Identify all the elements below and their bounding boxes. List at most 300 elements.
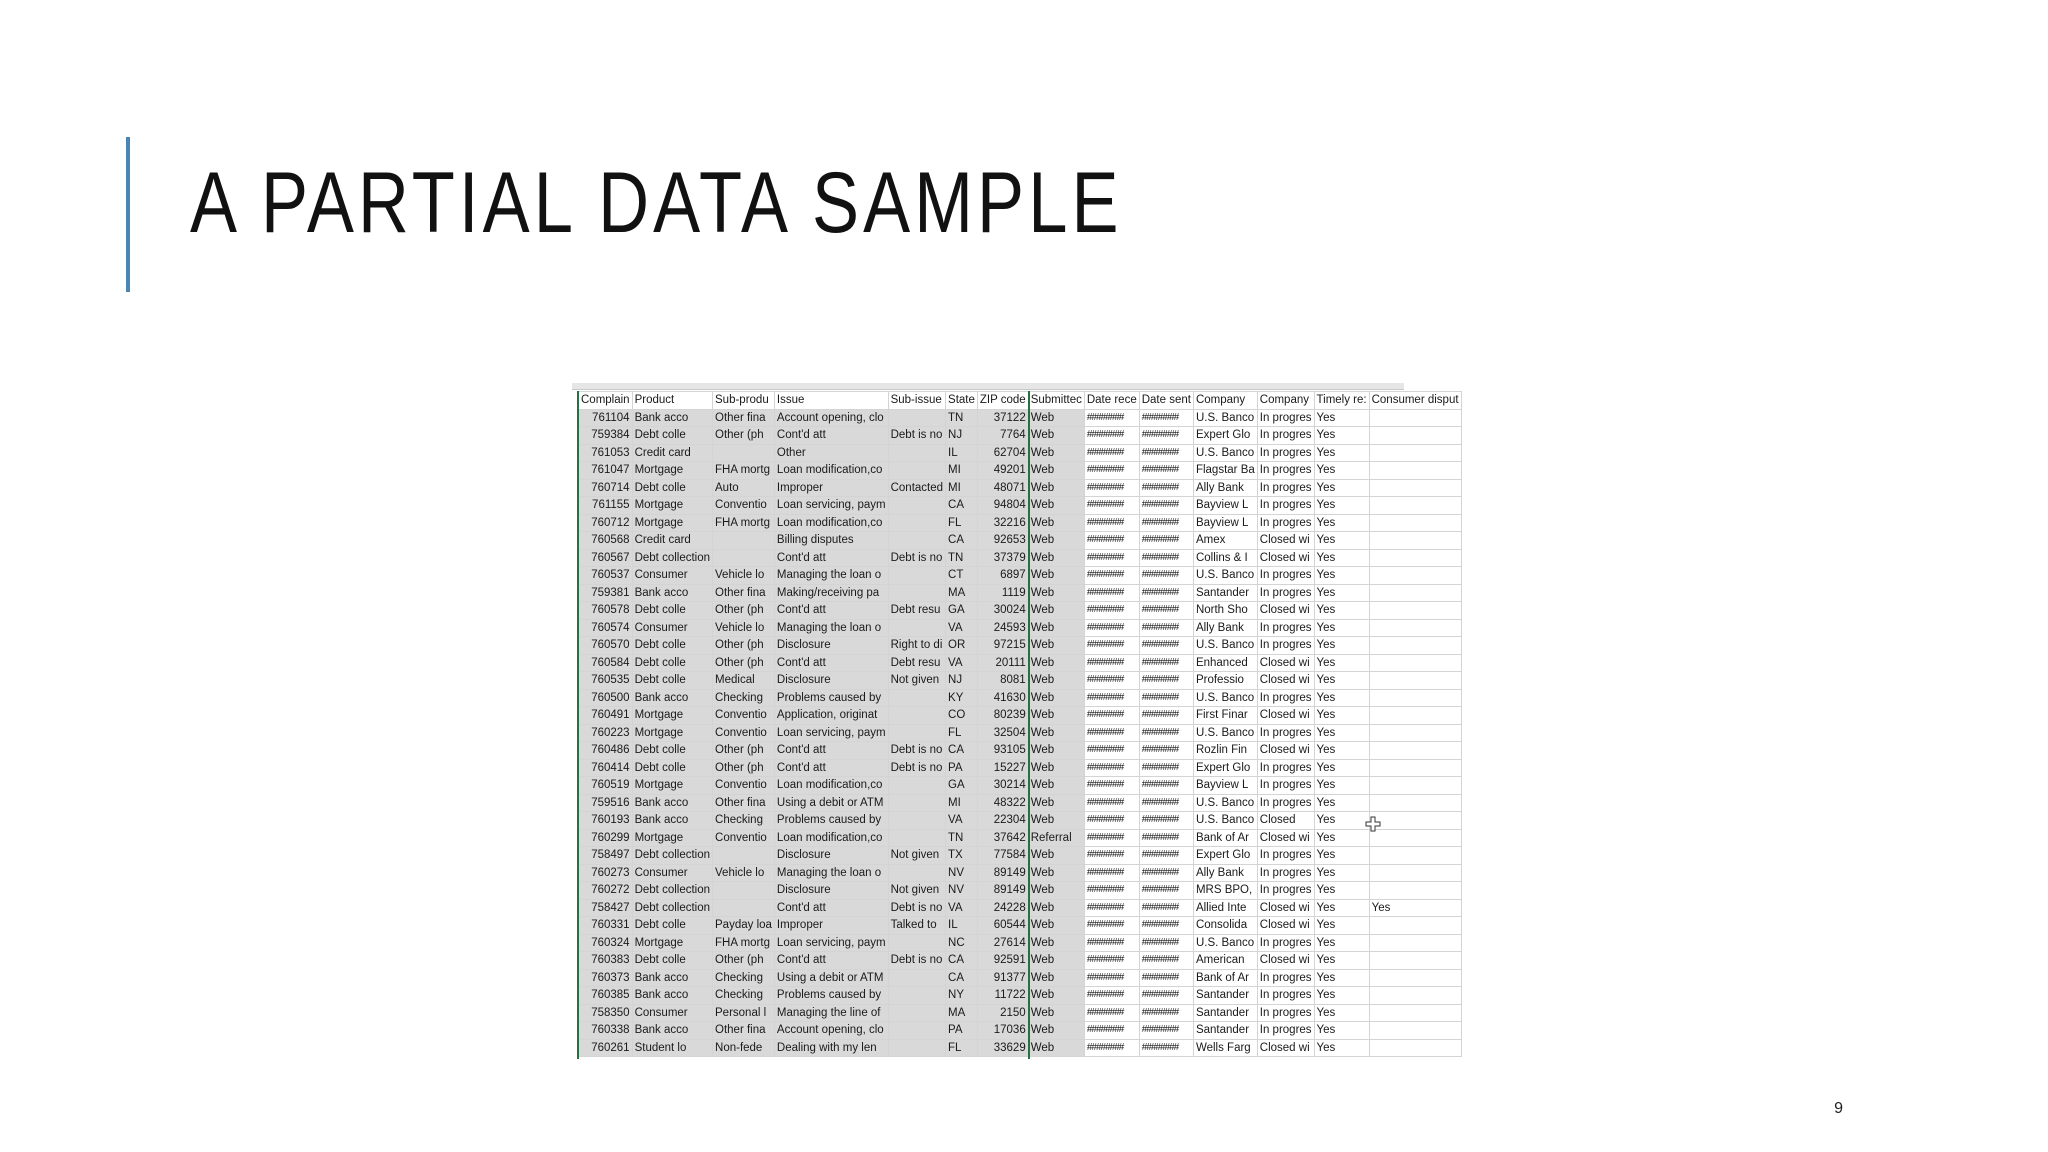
table-cell[interactable]: 32504 xyxy=(977,724,1028,742)
table-cell[interactable]: Expert Glo xyxy=(1193,759,1257,777)
table-cell[interactable]: Other (ph xyxy=(713,952,775,970)
table-cell[interactable]: In progres xyxy=(1257,637,1314,655)
table-cell[interactable]: In progres xyxy=(1257,1022,1314,1040)
table-cell[interactable]: Web xyxy=(1028,584,1084,602)
table-cell[interactable]: Yes xyxy=(1314,1039,1369,1057)
table-cell[interactable] xyxy=(1369,462,1461,480)
table-cell[interactable]: ######## xyxy=(1139,689,1193,707)
table-cell[interactable]: Disclosure xyxy=(774,637,888,655)
table-cell[interactable]: ######## xyxy=(1139,707,1193,725)
table-cell[interactable] xyxy=(1369,689,1461,707)
table-cell[interactable]: Cont'd att xyxy=(774,952,888,970)
table-cell[interactable]: 760373 xyxy=(579,969,633,987)
table-cell[interactable]: 33629 xyxy=(977,1039,1028,1057)
table-cell[interactable]: Wells Farg xyxy=(1193,1039,1257,1057)
table-cell[interactable]: In progres xyxy=(1257,619,1314,637)
table-cell[interactable] xyxy=(1369,934,1461,952)
table-cell[interactable]: ######## xyxy=(1084,882,1139,900)
table-cell[interactable]: Cont'd att xyxy=(774,427,888,445)
table-cell[interactable]: ######## xyxy=(1084,987,1139,1005)
table-cell[interactable]: ######## xyxy=(1139,567,1193,585)
table-cell[interactable]: Debt colle xyxy=(632,917,712,935)
table-cell[interactable]: Bank acco xyxy=(632,987,712,1005)
table-cell[interactable] xyxy=(1369,1039,1461,1057)
table-cell[interactable]: VA xyxy=(946,899,978,917)
table-cell[interactable]: Web xyxy=(1028,934,1084,952)
table-cell[interactable]: OR xyxy=(946,637,978,655)
table-cell[interactable]: 2150 xyxy=(977,1004,1028,1022)
table-cell[interactable]: ######## xyxy=(1139,742,1193,760)
table-cell[interactable]: Vehicle lo xyxy=(713,567,775,585)
table-cell[interactable]: Professio xyxy=(1193,672,1257,690)
table-cell[interactable]: ######## xyxy=(1084,812,1139,830)
table-cell[interactable]: 77584 xyxy=(977,847,1028,865)
table-cell[interactable]: Problems caused by xyxy=(774,689,888,707)
table-cell[interactable]: Bank acco xyxy=(632,689,712,707)
table-cell[interactable]: Bank acco xyxy=(632,812,712,830)
table-cell[interactable] xyxy=(888,514,945,532)
table-cell[interactable]: CA xyxy=(946,742,978,760)
table-cell[interactable]: 760223 xyxy=(579,724,633,742)
table-cell[interactable] xyxy=(1369,812,1461,830)
table-cell[interactable] xyxy=(1369,707,1461,725)
table-cell[interactable]: Debt colle xyxy=(632,654,712,672)
table-cell[interactable]: Yes xyxy=(1314,829,1369,847)
table-cell[interactable] xyxy=(1369,654,1461,672)
table-cell[interactable]: U.S. Banco xyxy=(1193,724,1257,742)
column-header[interactable]: Submittec xyxy=(1028,392,1084,410)
table-cell[interactable]: North Sho xyxy=(1193,602,1257,620)
table-cell[interactable]: 92591 xyxy=(977,952,1028,970)
table-cell[interactable]: NV xyxy=(946,882,978,900)
table-cell[interactable]: FL xyxy=(946,1039,978,1057)
table-cell[interactable]: In progres xyxy=(1257,567,1314,585)
table-cell[interactable]: Bank of Ar xyxy=(1193,969,1257,987)
table-cell[interactable]: ######## xyxy=(1139,724,1193,742)
table-cell[interactable]: 761104 xyxy=(579,409,633,427)
table-cell[interactable]: Yes xyxy=(1314,672,1369,690)
table-cell[interactable]: Enhanced xyxy=(1193,654,1257,672)
table-cell[interactable]: Billing disputes xyxy=(774,532,888,550)
column-header[interactable]: ZIP code xyxy=(977,392,1028,410)
table-cell[interactable]: CT xyxy=(946,567,978,585)
table-cell[interactable]: ######## xyxy=(1084,444,1139,462)
table-cell[interactable]: Web xyxy=(1028,427,1084,445)
table-cell[interactable]: 7764 xyxy=(977,427,1028,445)
table-cell[interactable] xyxy=(1369,759,1461,777)
table-cell[interactable]: Closed wi xyxy=(1257,602,1314,620)
table-cell[interactable]: Debt colle xyxy=(632,602,712,620)
table-cell[interactable]: Yes xyxy=(1314,899,1369,917)
table-cell[interactable]: 760261 xyxy=(579,1039,633,1057)
table-cell[interactable]: Web xyxy=(1028,654,1084,672)
table-cell[interactable]: Bank acco xyxy=(632,969,712,987)
table-cell[interactable]: Mortgage xyxy=(632,514,712,532)
table-cell[interactable] xyxy=(1369,584,1461,602)
table-cell[interactable]: In progres xyxy=(1257,969,1314,987)
table-cell[interactable]: ######## xyxy=(1139,1039,1193,1057)
table-cell[interactable]: Credit card xyxy=(632,532,712,550)
table-cell[interactable]: 60544 xyxy=(977,917,1028,935)
table-cell[interactable]: Ally Bank xyxy=(1193,479,1257,497)
column-header[interactable]: Date rece xyxy=(1084,392,1139,410)
table-cell[interactable]: ######## xyxy=(1084,689,1139,707)
table-cell[interactable]: 91377 xyxy=(977,969,1028,987)
table-cell[interactable]: Other (ph xyxy=(713,427,775,445)
table-cell[interactable]: ######## xyxy=(1139,584,1193,602)
table-cell[interactable] xyxy=(888,969,945,987)
table-cell[interactable]: Disclosure xyxy=(774,847,888,865)
table-cell[interactable]: Mortgage xyxy=(632,829,712,847)
table-cell[interactable]: 17036 xyxy=(977,1022,1028,1040)
table-cell[interactable]: In progres xyxy=(1257,777,1314,795)
table-cell[interactable]: Debt collection xyxy=(632,549,712,567)
table-cell[interactable]: Web xyxy=(1028,899,1084,917)
table-cell[interactable]: ######## xyxy=(1084,707,1139,725)
table-cell[interactable]: MRS BPO, xyxy=(1193,882,1257,900)
table-cell[interactable]: 22304 xyxy=(977,812,1028,830)
table-cell[interactable]: ######## xyxy=(1139,812,1193,830)
table-cell[interactable]: 48071 xyxy=(977,479,1028,497)
table-cell[interactable]: Yes xyxy=(1314,584,1369,602)
table-cell[interactable]: In progres xyxy=(1257,689,1314,707)
table-cell[interactable]: 24228 xyxy=(977,899,1028,917)
table-cell[interactable]: In progres xyxy=(1257,987,1314,1005)
table-cell[interactable]: Other fina xyxy=(713,1022,775,1040)
table-cell[interactable]: ######## xyxy=(1084,619,1139,637)
table-cell[interactable]: Yes xyxy=(1314,969,1369,987)
table-cell[interactable]: Other (ph xyxy=(713,637,775,655)
table-cell[interactable]: Web xyxy=(1028,707,1084,725)
table-cell[interactable]: Mortgage xyxy=(632,777,712,795)
table-cell[interactable]: ######## xyxy=(1084,794,1139,812)
table-cell[interactable]: Yes xyxy=(1314,497,1369,515)
table-cell[interactable]: Yes xyxy=(1314,514,1369,532)
table-cell[interactable]: Consumer xyxy=(632,567,712,585)
table-cell[interactable]: 760570 xyxy=(579,637,633,655)
table-cell[interactable]: ######## xyxy=(1084,549,1139,567)
table-cell[interactable]: ######## xyxy=(1084,777,1139,795)
table-cell[interactable] xyxy=(1369,777,1461,795)
table-cell[interactable]: ######## xyxy=(1139,777,1193,795)
table-cell[interactable]: Cont'd att xyxy=(774,742,888,760)
table-cell[interactable] xyxy=(1369,882,1461,900)
table-cell[interactable]: 760574 xyxy=(579,619,633,637)
table-cell[interactable]: Web xyxy=(1028,409,1084,427)
table-cell[interactable] xyxy=(888,444,945,462)
table-cell[interactable] xyxy=(1369,987,1461,1005)
table-cell[interactable] xyxy=(1369,742,1461,760)
table-cell[interactable]: Debt colle xyxy=(632,759,712,777)
table-cell[interactable]: Cont'd att xyxy=(774,654,888,672)
table-cell[interactable]: Disclosure xyxy=(774,882,888,900)
table-cell[interactable]: NV xyxy=(946,864,978,882)
table-cell[interactable]: ######## xyxy=(1139,462,1193,480)
table-cell[interactable]: FHA mortg xyxy=(713,934,775,952)
table-cell[interactable]: Cont'd att xyxy=(774,549,888,567)
table-cell[interactable]: 32216 xyxy=(977,514,1028,532)
table-cell[interactable]: Yes xyxy=(1314,812,1369,830)
table-cell[interactable]: Account opening, clo xyxy=(774,409,888,427)
table-cell[interactable]: In progres xyxy=(1257,794,1314,812)
table-cell[interactable]: ######## xyxy=(1139,514,1193,532)
table-cell[interactable] xyxy=(888,619,945,637)
table-cell[interactable]: Yes xyxy=(1314,549,1369,567)
table-cell[interactable] xyxy=(888,864,945,882)
table-cell[interactable] xyxy=(1369,427,1461,445)
table-cell[interactable]: Loan modification,co xyxy=(774,514,888,532)
table-cell[interactable]: ######## xyxy=(1139,934,1193,952)
table-cell[interactable]: Yes xyxy=(1314,1004,1369,1022)
column-header[interactable]: Consumer disput xyxy=(1369,392,1461,410)
table-cell[interactable]: Loan servicing, paym xyxy=(774,934,888,952)
table-cell[interactable] xyxy=(1369,969,1461,987)
table-cell[interactable]: Loan modification,co xyxy=(774,462,888,480)
table-cell[interactable]: In progres xyxy=(1257,934,1314,952)
table-cell[interactable]: Vehicle lo xyxy=(713,619,775,637)
table-cell[interactable]: Debt is no xyxy=(888,759,945,777)
table-cell[interactable] xyxy=(713,532,775,550)
table-cell[interactable]: ######## xyxy=(1139,952,1193,970)
table-cell[interactable]: Debt is no xyxy=(888,742,945,760)
table-cell[interactable]: 93105 xyxy=(977,742,1028,760)
table-cell[interactable]: Collins & I xyxy=(1193,549,1257,567)
table-cell[interactable]: MI xyxy=(946,462,978,480)
table-cell[interactable] xyxy=(1369,1004,1461,1022)
table-cell[interactable]: Closed xyxy=(1257,812,1314,830)
table-cell[interactable]: Mortgage xyxy=(632,462,712,480)
table-cell[interactable] xyxy=(713,882,775,900)
table-cell[interactable]: Rozlin Fin xyxy=(1193,742,1257,760)
table-cell[interactable]: Yes xyxy=(1314,689,1369,707)
table-cell[interactable]: TN xyxy=(946,829,978,847)
table-cell[interactable]: Web xyxy=(1028,602,1084,620)
table-cell[interactable]: Cont'd att xyxy=(774,899,888,917)
table-cell[interactable]: In progres xyxy=(1257,882,1314,900)
table-cell[interactable]: In progres xyxy=(1257,514,1314,532)
table-cell[interactable]: FL xyxy=(946,724,978,742)
table-cell[interactable]: In progres xyxy=(1257,1004,1314,1022)
table-cell[interactable]: Debt is no xyxy=(888,549,945,567)
table-cell[interactable]: ######## xyxy=(1084,759,1139,777)
table-cell[interactable]: Yes xyxy=(1314,532,1369,550)
table-cell[interactable]: ######## xyxy=(1139,829,1193,847)
table-cell[interactable]: Yes xyxy=(1314,847,1369,865)
table-cell[interactable]: Checking xyxy=(713,969,775,987)
table-cell[interactable]: 760519 xyxy=(579,777,633,795)
table-cell[interactable]: U.S. Banco xyxy=(1193,444,1257,462)
table-cell[interactable]: Other xyxy=(774,444,888,462)
table-cell[interactable] xyxy=(1369,1022,1461,1040)
table-cell[interactable]: Debt resu xyxy=(888,602,945,620)
table-cell[interactable]: Managing the line of xyxy=(774,1004,888,1022)
table-cell[interactable] xyxy=(888,1004,945,1022)
table-cell[interactable]: Yes xyxy=(1314,742,1369,760)
table-cell[interactable]: 94804 xyxy=(977,497,1028,515)
table-cell[interactable]: Closed wi xyxy=(1257,707,1314,725)
table-cell[interactable]: Disclosure xyxy=(774,672,888,690)
table-cell[interactable]: Web xyxy=(1028,444,1084,462)
table-cell[interactable]: Ally Bank xyxy=(1193,864,1257,882)
table-cell[interactable]: 89149 xyxy=(977,882,1028,900)
table-cell[interactable]: 760383 xyxy=(579,952,633,970)
table-cell[interactable] xyxy=(888,532,945,550)
table-cell[interactable] xyxy=(1369,549,1461,567)
table-cell[interactable]: Yes xyxy=(1314,759,1369,777)
table-cell[interactable]: 761047 xyxy=(579,462,633,480)
table-cell[interactable] xyxy=(1369,952,1461,970)
table-cell[interactable]: Student lo xyxy=(632,1039,712,1057)
table-cell[interactable]: 760272 xyxy=(579,882,633,900)
table-cell[interactable]: Web xyxy=(1028,549,1084,567)
table-cell[interactable]: ######## xyxy=(1084,847,1139,865)
table-cell[interactable]: 760193 xyxy=(579,812,633,830)
table-cell[interactable]: Consumer xyxy=(632,864,712,882)
table-cell[interactable]: Personal l xyxy=(713,1004,775,1022)
column-header[interactable]: Product xyxy=(632,392,712,410)
table-cell[interactable]: In progres xyxy=(1257,724,1314,742)
table-cell[interactable] xyxy=(888,794,945,812)
table-cell[interactable]: Other (ph xyxy=(713,654,775,672)
table-cell[interactable]: Yes xyxy=(1314,934,1369,952)
table-cell[interactable]: Closed wi xyxy=(1257,917,1314,935)
table-cell[interactable]: ######## xyxy=(1084,917,1139,935)
table-cell[interactable]: Yes xyxy=(1314,707,1369,725)
table-cell[interactable]: NC xyxy=(946,934,978,952)
table-cell[interactable]: 89149 xyxy=(977,864,1028,882)
table-cell[interactable]: Yes xyxy=(1314,637,1369,655)
table-cell[interactable] xyxy=(1369,829,1461,847)
table-cell[interactable]: U.S. Banco xyxy=(1193,567,1257,585)
table-cell[interactable]: Debt collection xyxy=(632,899,712,917)
table-cell[interactable]: Right to di xyxy=(888,637,945,655)
table-cell[interactable]: Santander xyxy=(1193,987,1257,1005)
table-cell[interactable]: 760500 xyxy=(579,689,633,707)
table-cell[interactable]: Web xyxy=(1028,1039,1084,1057)
table-cell[interactable]: ######## xyxy=(1139,549,1193,567)
table-cell[interactable]: IL xyxy=(946,917,978,935)
column-header[interactable]: Company xyxy=(1193,392,1257,410)
table-cell[interactable]: Checking xyxy=(713,987,775,1005)
table-cell[interactable]: U.S. Banco xyxy=(1193,794,1257,812)
table-cell[interactable]: Mortgage xyxy=(632,707,712,725)
table-cell[interactable]: Web xyxy=(1028,637,1084,655)
table-cell[interactable] xyxy=(1369,619,1461,637)
table-cell[interactable]: U.S. Banco xyxy=(1193,689,1257,707)
table-cell[interactable]: Other fina xyxy=(713,584,775,602)
table-cell[interactable]: In progres xyxy=(1257,497,1314,515)
table-cell[interactable]: ######## xyxy=(1139,882,1193,900)
table-cell[interactable]: ######## xyxy=(1139,427,1193,445)
column-header[interactable]: Issue xyxy=(774,392,888,410)
table-cell[interactable]: Mortgage xyxy=(632,724,712,742)
table-cell[interactable]: ######## xyxy=(1139,532,1193,550)
table-cell[interactable]: Bank acco xyxy=(632,409,712,427)
table-cell[interactable]: Web xyxy=(1028,759,1084,777)
table-cell[interactable]: 27614 xyxy=(977,934,1028,952)
table-cell[interactable] xyxy=(713,899,775,917)
table-cell[interactable]: Web xyxy=(1028,777,1084,795)
table-cell[interactable]: ######## xyxy=(1139,759,1193,777)
table-cell[interactable]: IL xyxy=(946,444,978,462)
table-cell[interactable]: CA xyxy=(946,497,978,515)
table-cell[interactable]: Checking xyxy=(713,689,775,707)
table-cell[interactable]: GA xyxy=(946,602,978,620)
table-cell[interactable]: Yes xyxy=(1314,987,1369,1005)
table-cell[interactable] xyxy=(888,1022,945,1040)
table-cell[interactable]: 758497 xyxy=(579,847,633,865)
table-cell[interactable] xyxy=(713,549,775,567)
table-cell[interactable] xyxy=(1369,567,1461,585)
table-cell[interactable]: Managing the loan o xyxy=(774,864,888,882)
table-cell[interactable]: FHA mortg xyxy=(713,462,775,480)
table-cell[interactable]: TN xyxy=(946,549,978,567)
column-header[interactable]: Sub-issue xyxy=(888,392,945,410)
table-cell[interactable]: Debt colle xyxy=(632,742,712,760)
table-cell[interactable]: Consumer xyxy=(632,619,712,637)
table-cell[interactable]: NY xyxy=(946,987,978,1005)
table-cell[interactable] xyxy=(888,829,945,847)
table-cell[interactable]: Other (ph xyxy=(713,759,775,777)
table-cell[interactable]: ######## xyxy=(1139,637,1193,655)
table-cell[interactable]: Making/receiving pa xyxy=(774,584,888,602)
table-cell[interactable]: ######## xyxy=(1084,1004,1139,1022)
table-cell[interactable]: 8081 xyxy=(977,672,1028,690)
table-cell[interactable]: Bank of Ar xyxy=(1193,829,1257,847)
table-cell[interactable]: ######## xyxy=(1084,969,1139,987)
table-cell[interactable]: Flagstar Ba xyxy=(1193,462,1257,480)
table-cell[interactable]: In progres xyxy=(1257,462,1314,480)
table-cell[interactable]: KY xyxy=(946,689,978,707)
table-cell[interactable]: 758427 xyxy=(579,899,633,917)
table-cell[interactable]: Improper xyxy=(774,917,888,935)
table-cell[interactable]: 760324 xyxy=(579,934,633,952)
table-cell[interactable]: MA xyxy=(946,584,978,602)
table-cell[interactable]: Conventio xyxy=(713,777,775,795)
table-cell[interactable]: ######## xyxy=(1084,1039,1139,1057)
table-cell[interactable]: 761155 xyxy=(579,497,633,515)
table-cell[interactable] xyxy=(888,462,945,480)
table-cell[interactable]: Debt colle xyxy=(632,637,712,655)
table-cell[interactable]: Loan modification,co xyxy=(774,829,888,847)
table-cell[interactable] xyxy=(1369,637,1461,655)
table-cell[interactable]: 760568 xyxy=(579,532,633,550)
table-cell[interactable]: ######## xyxy=(1084,829,1139,847)
table-cell[interactable]: Web xyxy=(1028,479,1084,497)
table-cell[interactable]: Bayview L xyxy=(1193,497,1257,515)
table-cell[interactable]: 760714 xyxy=(579,479,633,497)
table-cell[interactable]: Closed wi xyxy=(1257,549,1314,567)
table-cell[interactable]: 759381 xyxy=(579,584,633,602)
table-cell[interactable] xyxy=(888,1039,945,1057)
table-cell[interactable] xyxy=(888,724,945,742)
table-cell[interactable]: Debt collection xyxy=(632,847,712,865)
table-cell[interactable]: Web xyxy=(1028,619,1084,637)
table-cell[interactable] xyxy=(888,777,945,795)
table-cell[interactable]: 760273 xyxy=(579,864,633,882)
column-header[interactable]: Timely re: xyxy=(1314,392,1369,410)
table-cell[interactable]: Closed wi xyxy=(1257,742,1314,760)
column-header[interactable]: Complain xyxy=(579,392,633,410)
table-cell[interactable] xyxy=(888,812,945,830)
table-cell[interactable]: ######## xyxy=(1139,479,1193,497)
table-cell[interactable]: Cont'd att xyxy=(774,759,888,777)
table-cell[interactable]: ######## xyxy=(1084,864,1139,882)
table-cell[interactable] xyxy=(888,497,945,515)
table-cell[interactable]: Conventio xyxy=(713,707,775,725)
table-cell[interactable]: Yes xyxy=(1314,882,1369,900)
table-cell[interactable]: ######## xyxy=(1084,672,1139,690)
